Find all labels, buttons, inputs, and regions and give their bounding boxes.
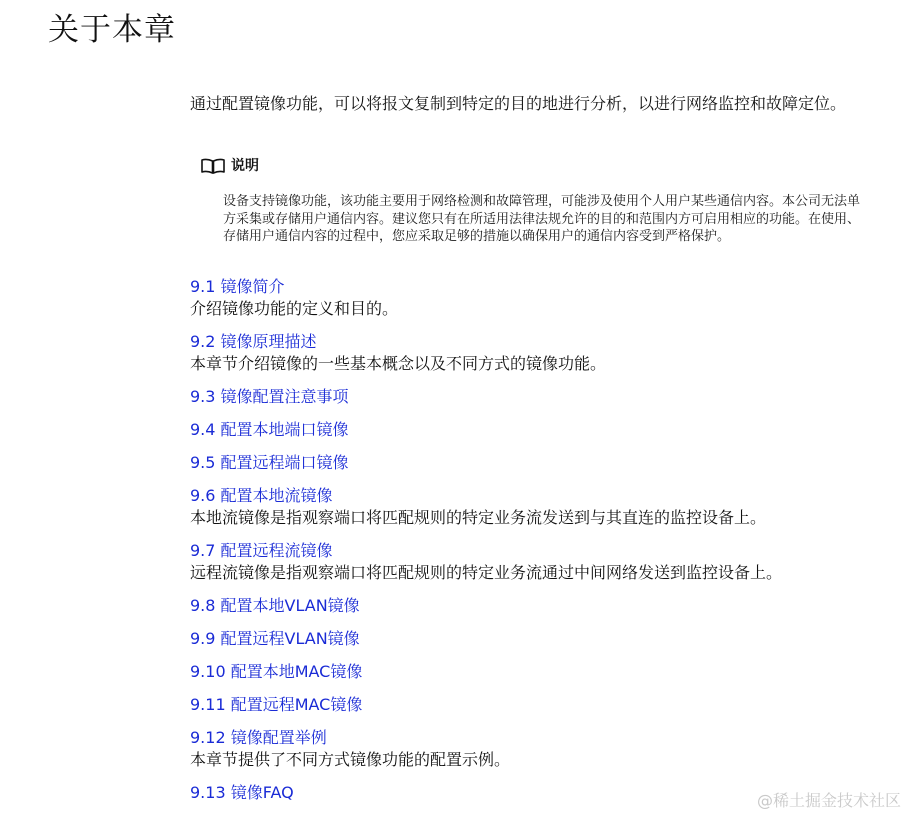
section-link[interactable]: 9.8 配置本地VLAN镜像 (190, 596, 360, 615)
section-description: 本章节提供了不同方式镜像功能的配置示例。 (190, 750, 511, 769)
section-item (190, 386, 870, 408)
section-link[interactable]: 9.6 配置本地流镜像 (190, 486, 333, 505)
section-link[interactable]: 9.11 配置远程MAC镜像 (190, 695, 363, 714)
section-link[interactable]: 9.1 镜像简介 (190, 277, 285, 296)
section-link[interactable]: 9.5 配置远程端口镜像 (190, 453, 349, 472)
section-link[interactable]: 9.12 镜像配置举例 (190, 728, 327, 747)
page-title: 关于本章 (48, 12, 176, 48)
section-description: 介绍镜像功能的定义和目的。 (190, 299, 399, 318)
section-link[interactable]: 9.10 配置本地MAC镜像 (190, 662, 363, 681)
section-item (190, 727, 870, 771)
section-link[interactable]: 9.4 配置本地端口镜像 (190, 420, 349, 439)
section-item (190, 419, 870, 441)
section-link[interactable]: 9.2 镜像原理描述 (190, 332, 317, 351)
watermark: @稀土掘金技术社区 (756, 791, 901, 810)
section-item (190, 276, 870, 320)
section-item (190, 595, 870, 617)
section-description: 远程流镜像是指观察端口将匹配规则的特定业务流通过中间网络发送到监控设备上。 (190, 563, 783, 582)
section-description: 本章节介绍镜像的一些基本概念以及不同方式的镜像功能。 (190, 354, 607, 373)
section-link[interactable]: 9.3 镜像配置注意事项 (190, 387, 349, 406)
note-label: 说明 (231, 158, 259, 174)
section-description: 本地流镜像是指观察端口将匹配规则的特定业务流发送到与其直连的监控设备上。 (190, 508, 767, 527)
section-item (190, 485, 870, 529)
section-item (190, 628, 870, 650)
section-link[interactable]: 9.13 镜像FAQ (190, 783, 294, 802)
note-header (200, 154, 259, 178)
section-link[interactable]: 9.9 配置远程VLAN镜像 (190, 629, 360, 648)
section-item (190, 540, 870, 584)
intro-paragraph: 通过配置镜像功能，可以将报文复制到特定的目的地进行分析，以进行网络监控和故障定位。 (190, 94, 847, 113)
section-item (190, 331, 870, 375)
section-item (190, 661, 870, 683)
section-item (190, 694, 870, 716)
note-body: 设备支持镜像功能，该功能主要用于网络检测和故障管理，可能涉及使用个人用户某些通信内容。本公司无法单方采集或存储用户通信内容。建议您只有在所适用法律法规允许的目的和范围内方可启用相应的功能。在使用、存储用户通信内容的过程中，您应采取足够的措施以确保用户的通信内容受到严格保护。 (223, 194, 861, 244)
book-icon (200, 157, 226, 175)
section-list (190, 276, 870, 815)
section-item (190, 452, 870, 474)
section-link[interactable]: 9.7 配置远程流镜像 (190, 541, 333, 560)
